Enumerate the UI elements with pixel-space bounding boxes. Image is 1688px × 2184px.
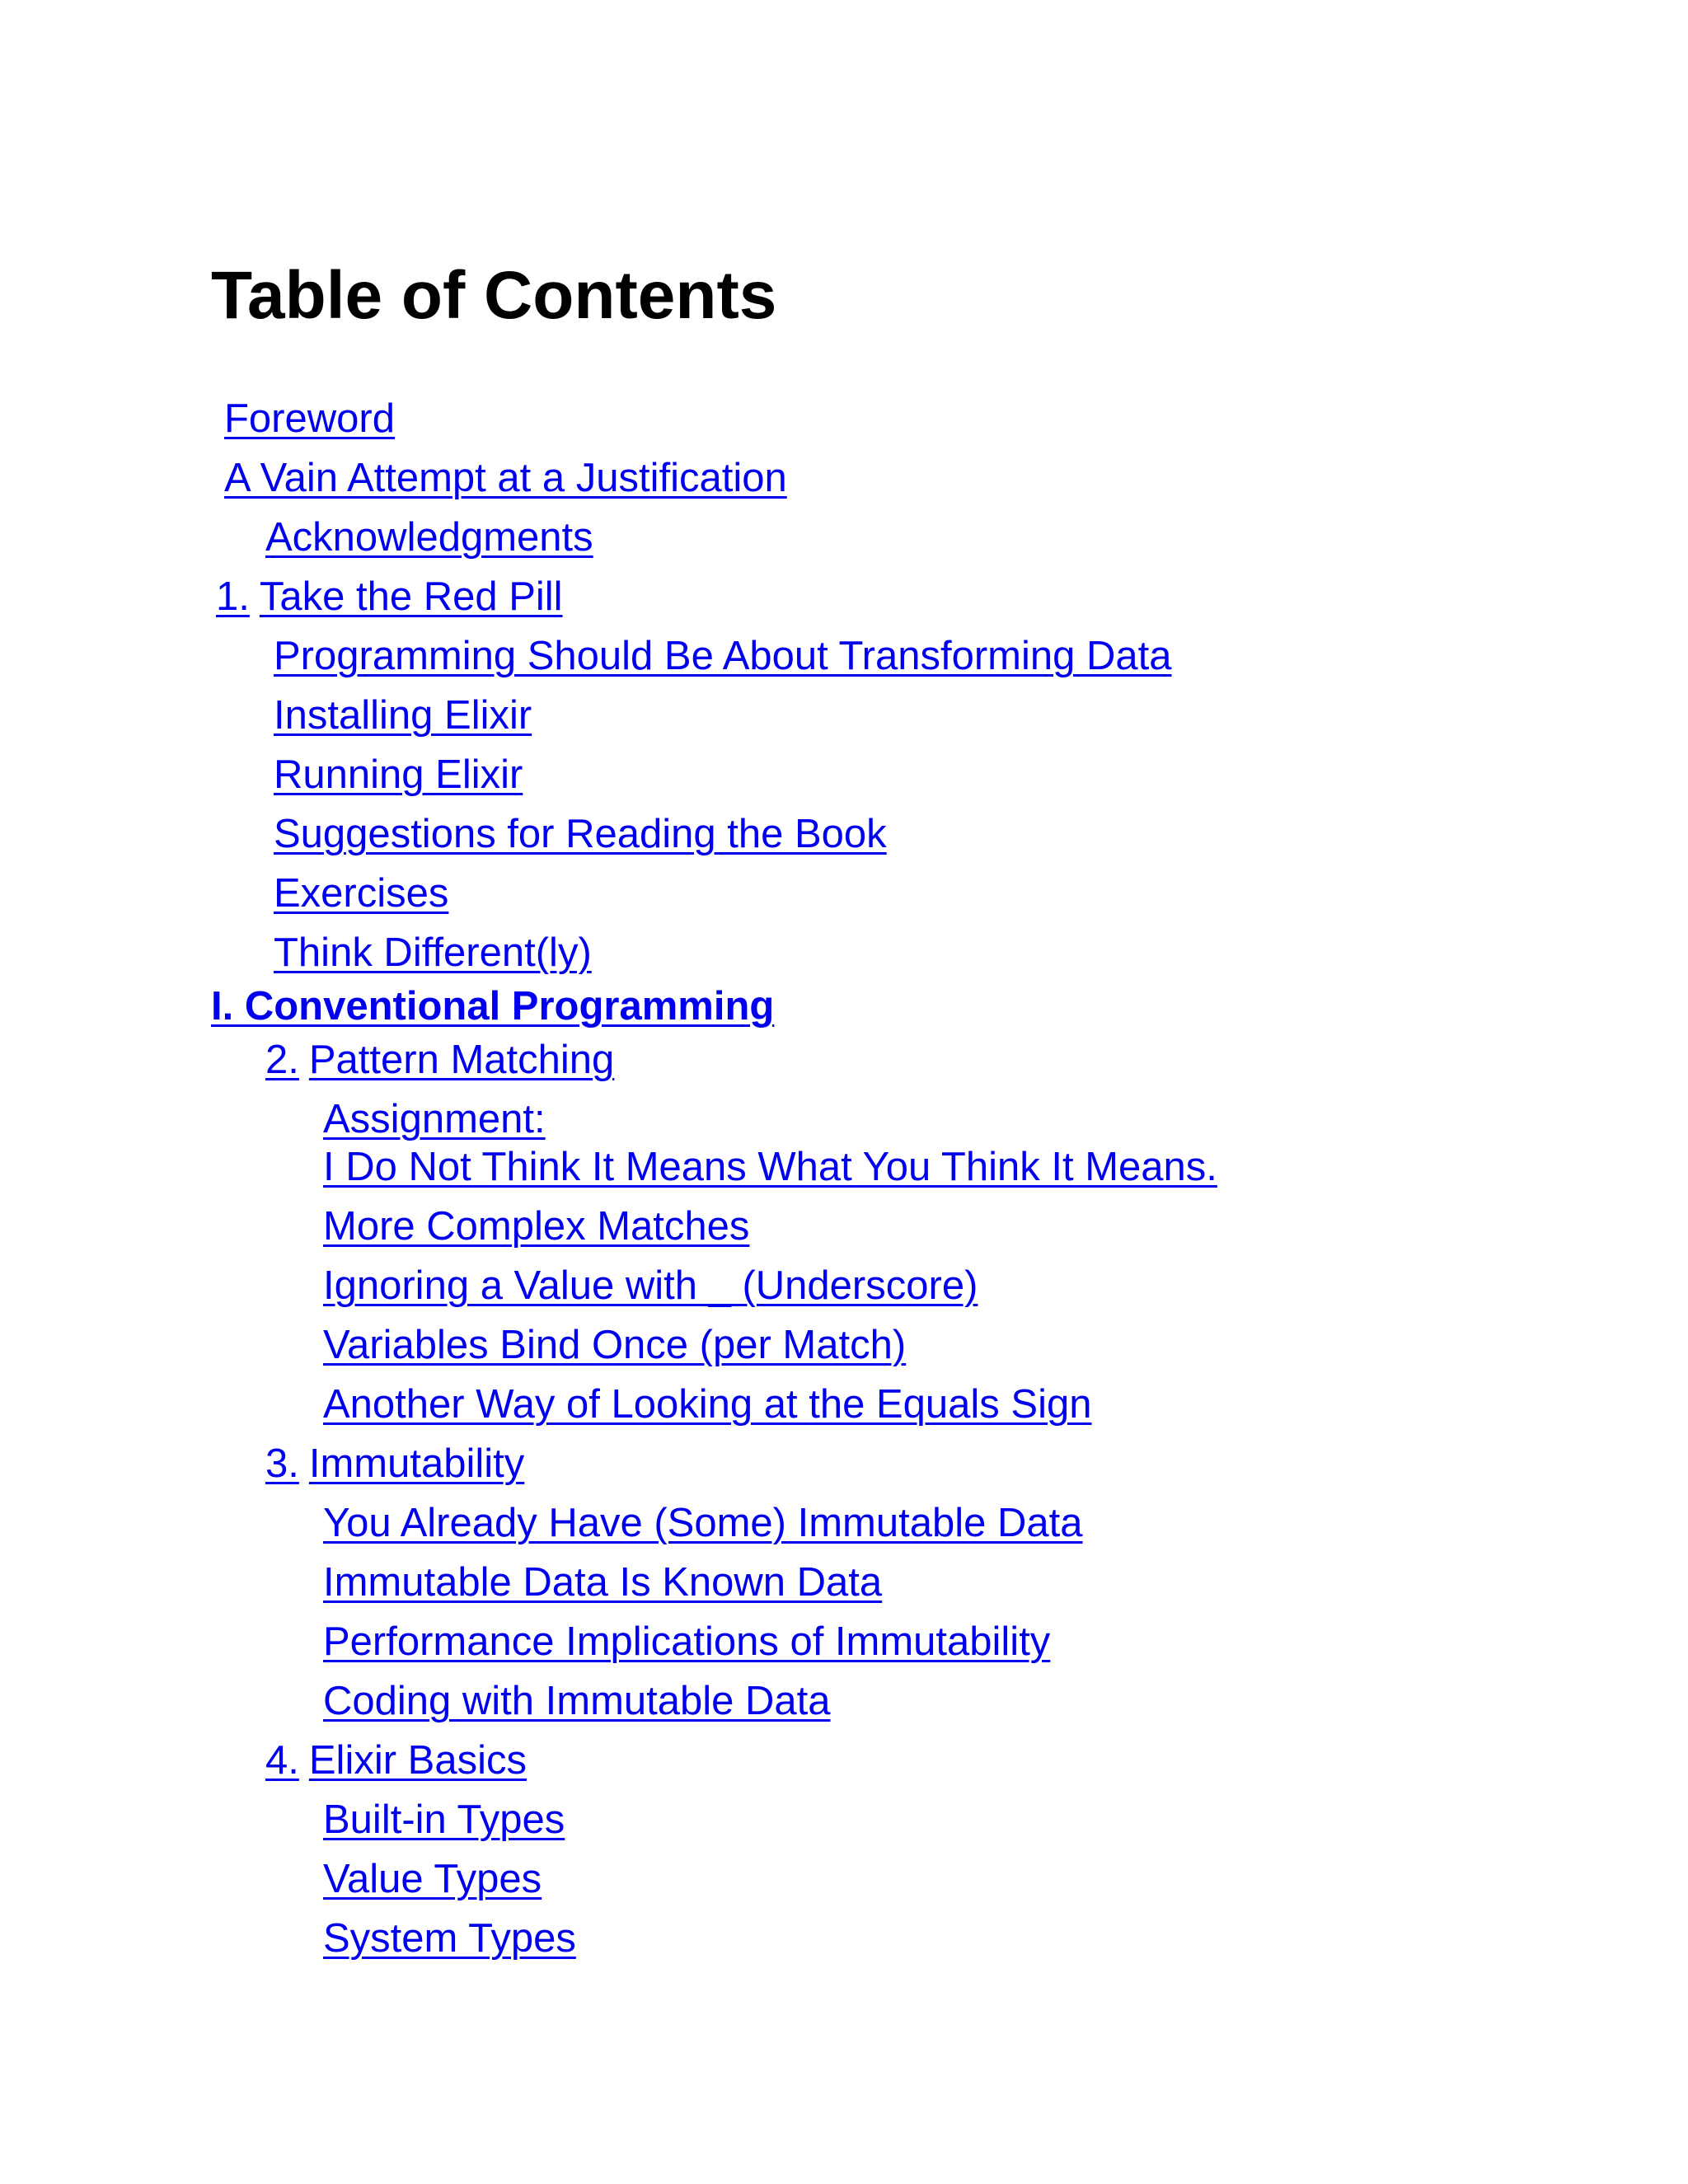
toc-link-section[interactable]: Programming Should Be About Transforming Data	[274, 634, 1172, 678]
toc-link-part-1[interactable]: I. Conventional Programming	[211, 984, 775, 1029]
toc-link-chapter-3[interactable]	[265, 1441, 525, 1486]
toc-link-section[interactable]: Value Types	[323, 1857, 542, 1901]
toc-link-section[interactable]: Ignoring a Value with _ (Underscore)	[323, 1263, 978, 1308]
toc-link-section[interactable]: Suggestions for Reading the Book	[274, 812, 887, 856]
chapter-number: 4.	[265, 1738, 299, 1783]
chapter-title: Elixir Basics	[308, 1738, 527, 1783]
chapter-title: Pattern Matching	[308, 1038, 615, 1082]
toc-link-chapter-4[interactable]	[265, 1738, 527, 1783]
toc-link-section[interactable]: Variables Bind Once (per Match)	[323, 1323, 907, 1367]
toc-link-chapter-1[interactable]	[216, 574, 563, 619]
toc-link-section[interactable]: System Types	[323, 1916, 576, 1961]
toc-link-section[interactable]: Installing Elixir	[274, 693, 532, 738]
toc-link-justification[interactable]: A Vain Attempt at a Justification	[224, 456, 787, 500]
toc-link-section[interactable]: Immutable Data Is Known Data	[323, 1560, 883, 1605]
chapter-title: Immutability	[308, 1441, 525, 1486]
toc-link-section[interactable]: I Do Not Think It Means What You Think It Means.	[323, 1145, 1217, 1189]
toc-link-foreword[interactable]: Foreword	[224, 396, 395, 441]
toc-link-section[interactable]: Coding with Immutable Data	[323, 1679, 831, 1723]
toc-link-chapter-2[interactable]	[265, 1040, 614, 1080]
toc-link-section[interactable]: Performance Implications of Immutability	[323, 1619, 1051, 1664]
toc-link-section[interactable]: Think Different(ly)	[274, 930, 592, 975]
chapter-number: 2.	[265, 1038, 299, 1082]
toc-link-section[interactable]: Another Way of Looking at the Equals Sign	[323, 1382, 1092, 1427]
toc-link-section[interactable]: Running Elixir	[274, 752, 523, 797]
chapter-title: Take the Red Pill	[259, 574, 563, 619]
toc-link-section[interactable]: Assignment:	[323, 1097, 546, 1141]
chapter-number: 1.	[216, 574, 250, 619]
toc-link-section[interactable]: Built-in Types	[323, 1797, 565, 1842]
toc-link-acknowledgments[interactable]: Acknowledgments	[265, 515, 593, 560]
toc-link-section[interactable]: Exercises	[274, 871, 449, 916]
page-title: Table of Contents	[211, 258, 777, 333]
toc-link-section[interactable]: You Already Have (Some) Immutable Data	[323, 1501, 1083, 1545]
chapter-number: 3.	[265, 1441, 299, 1486]
toc-link-section[interactable]: More Complex Matches	[323, 1204, 750, 1249]
